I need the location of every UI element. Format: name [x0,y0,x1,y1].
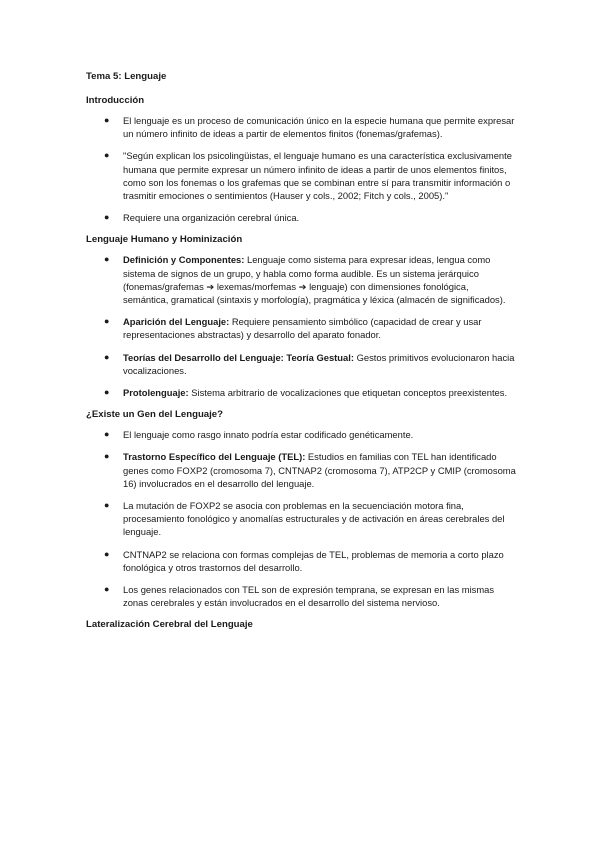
bullet-icon: ● [104,212,110,223]
section-heading: Lateralización Cerebral del Lenguaje [86,619,253,631]
list-item: ● Los genes relacionados con TEL son de expresión temprana, se expresan en las mismas zonas cerebrales y están involucrados en el desarrollo del sistema nervioso. [104,584,495,609]
bullet-icon: ● [104,351,110,362]
section-lenguaje-humano [86,233,516,399]
document-title: Tema 5: Lenguaje [86,71,167,82]
list-item: ● El lenguaje como rasgo innato podría estar codificado genéticamente. [104,429,414,441]
section-lateralizacion [86,618,516,631]
bullet-list [86,114,516,224]
document-page [86,70,516,638]
section-heading: Introducción [86,95,145,106]
list-item: ● El lenguaje es un proceso de comunicación único en la especie humana que permite expresar un número infinito de ideas a partir de elementos finitos (fonemas/grafemas). [104,115,515,140]
list-item: ● "Según explican los psicolingüistas, el lenguaje humano es una característica exclusivamente humana que permite expresar un número infinito de ideas a partir de unos elementos finitos, como son los fonemas o los grafemas que se combinan entre sí para transmitir información o trasmitir emociones o sentimientos (Hauser y cols., 2002; Fitch y cols., 2005)." [104,150,512,202]
list-item: ● Teorías del Desarrollo del Lenguaje: Teoría Gestual: Gestos primitivos evolucionaron hacia vocalizaciones. [104,351,515,376]
bullet-icon: ● [104,387,110,398]
list-item: ● CNTNAP2 se relaciona con formas complejas de TEL, problemas de memoria a corto plazo fonológica y otros trastornos del desarrollo. [104,548,504,573]
bullet-icon: ● [104,429,110,440]
list-item: ● La mutación de FOXP2 se asocia con problemas en la secuenciación motora fina, procesamiento fonológico y anomalías estructurales y de activación en áreas cerebrales del lenguaje. [104,500,505,538]
bullet-list [86,253,516,399]
bullet-icon: ● [104,115,110,125]
list-item: ● Aparición del Lenguaje: Requiere pensamiento simbólico (capacidad de crear y usar representaciones abstractas) y desarrollo del aparato fonador. [104,316,482,341]
bullet-icon: ● [104,150,110,161]
bullet-icon: ● [104,451,110,462]
list-item: ● Definición y Componentes: Lenguaje como sistema para expresar ideas, lengua como sistema de signos de un grupo, y habla como forma audible. Es un sistema jerárquico (fonemas/grafemas ➔ lexemas/morfemas ➔ lenguaje) con dimensiones fonológica, semántica, gramatical (sintaxis y morfología), pragmática y léxica (almacén de significados). [104,254,506,306]
list-item: ● Trastorno Específico del Lenguaje (TEL): Estudios en familias con TEL han identificado genes como FOXP2 (cromosoma 7), CNTNAP2 (cromosoma 7), ATP2CP y CMIP (cromosoma 16) involucrados en el desarrollo del lenguaje. [104,451,516,489]
list-item: ● Requiere una organización cerebral única. [104,212,300,224]
section-introduccion [86,94,516,224]
bullet-icon: ● [104,500,110,511]
bullet-icon: ● [104,584,110,595]
bullet-icon: ● [104,254,110,265]
section-gen-lenguaje [86,408,516,609]
section-heading: Lenguaje Humano y Hominización [86,234,243,246]
bullet-icon: ● [104,548,110,559]
bullet-list [86,428,516,609]
list-item: ● Protolenguaje: Sistema arbitrario de vocalizaciones que etiquetan conceptos preexistentes. [104,387,508,399]
bullet-icon: ● [104,316,110,327]
section-heading: ¿Existe un Gen del Lenguaje? [86,409,224,421]
